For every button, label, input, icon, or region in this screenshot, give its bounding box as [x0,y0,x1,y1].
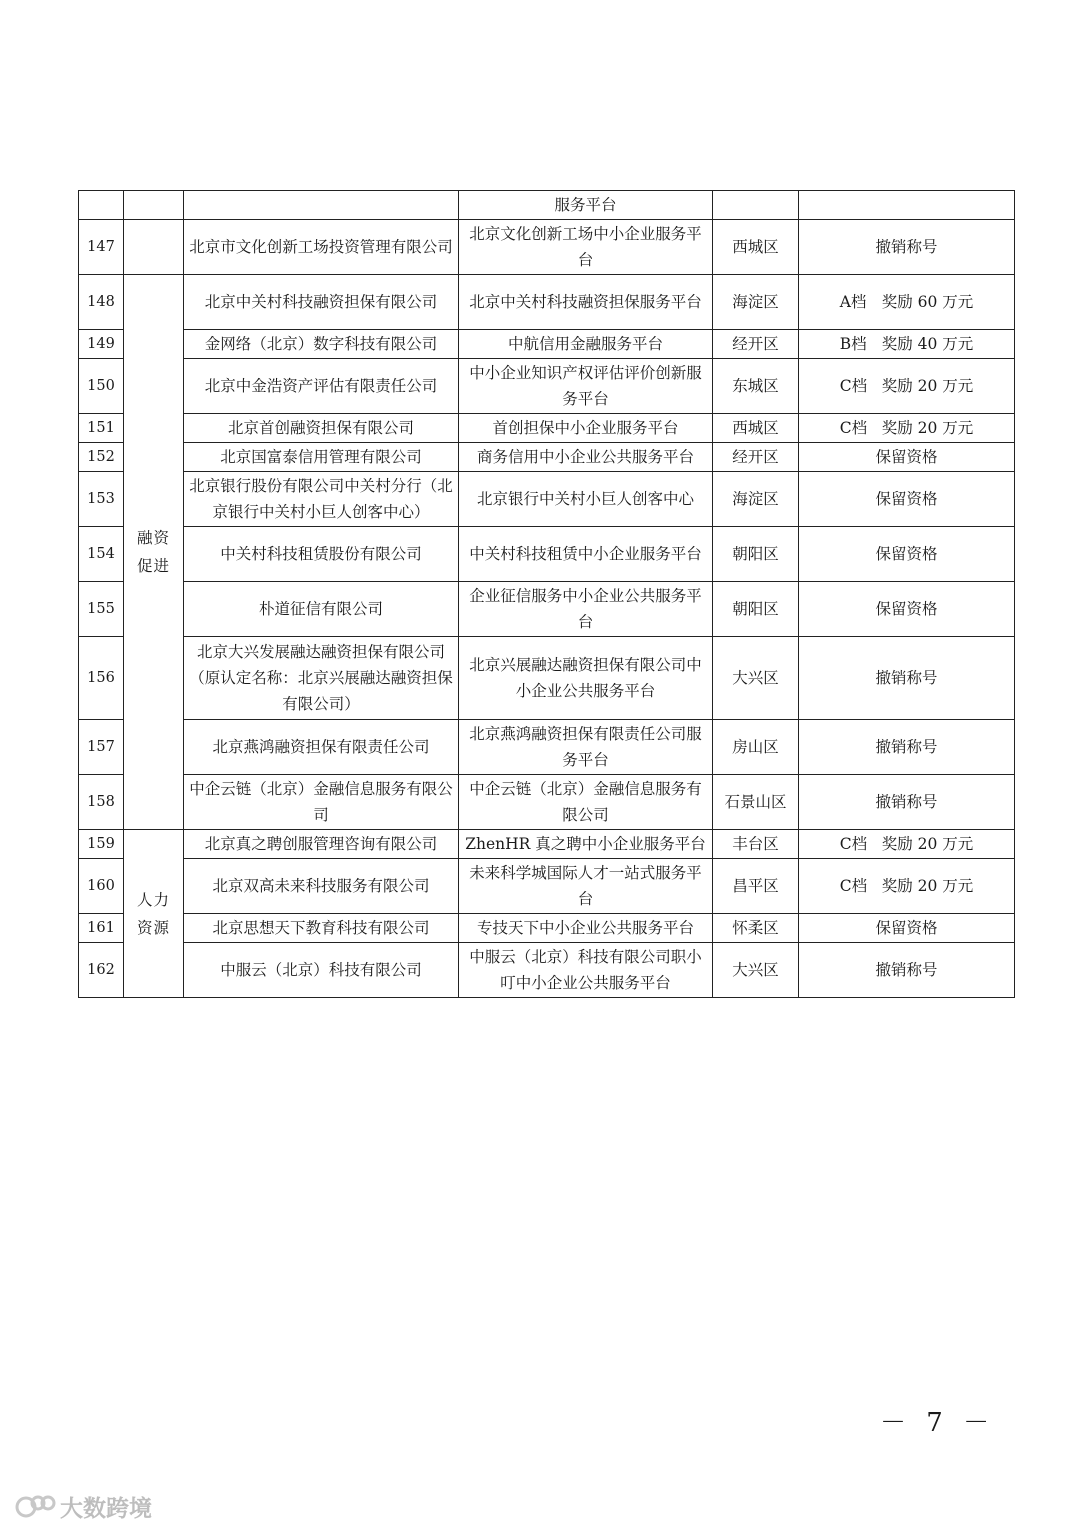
watermark [14,1490,152,1523]
result: 保留资格 [799,472,1015,527]
platform-name: 首创担保中小企业服务平台 [459,414,713,443]
district: 海淀区 [713,275,799,330]
result [799,330,1015,359]
table-row [79,191,1015,220]
company-name: 北京真之聘创服管理咨询有限公司 [184,830,459,859]
platform-name: 北京燕鸿融资担保有限责任公司服务平台 [459,720,713,775]
company-name: 中企云链（北京）金融信息服务有限公司 [184,775,459,830]
company-name: 北京双高未来科技服务有限公司 [184,859,459,914]
table-row [79,472,1015,527]
district: 怀柔区 [713,914,799,943]
category-finance: 融资促进 [124,275,184,830]
grade: B档 [839,335,867,353]
district: 石景山区 [713,775,799,830]
result: 保留资格 [799,527,1015,582]
company-name: 北京思想天下教育科技有限公司 [184,914,459,943]
company-name: 北京国富泰信用管理有限公司 [184,443,459,472]
row-number: 162 [79,943,124,998]
table-row [79,275,1015,330]
company-name: 北京银行股份有限公司中关村分行（北京银行中关村小巨人创客中心） [184,472,459,527]
platform-name: 未来科学城国际人才一站式服务平台 [459,859,713,914]
reward: 奖励 20 万元 [881,419,974,437]
row-number: 161 [79,914,124,943]
platform-name: 企业征信服务中小企业公共服务平台 [459,582,713,637]
result [799,859,1015,914]
row-number: 158 [79,775,124,830]
platform-name: 北京兴展融达融资担保有限公司中小企业公共服务平台 [459,637,713,720]
district: 海淀区 [713,472,799,527]
district: 朝阳区 [713,582,799,637]
table-row [79,443,1015,472]
grade: A档 [839,293,867,311]
table-row [79,582,1015,637]
platform-name: 中关村科技租赁中小企业服务平台 [459,527,713,582]
table-row [79,527,1015,582]
row-number: 152 [79,443,124,472]
table-row [79,914,1015,943]
reward: 奖励 40 万元 [881,335,974,353]
result: 撤销称号 [799,720,1015,775]
reward: 奖励 20 万元 [881,877,974,895]
result [799,830,1015,859]
company-name: 朴道征信有限公司 [184,582,459,637]
platform-name: 中航信用金融服务平台 [459,330,713,359]
result [799,359,1015,414]
table-row [79,859,1015,914]
company-name: 北京中关村科技融资担保有限公司 [184,275,459,330]
company-name: 北京首创融资担保有限公司 [184,414,459,443]
company-name: 北京燕鸿融资担保有限责任公司 [184,720,459,775]
platform-name: 北京中关村科技融资担保服务平台 [459,275,713,330]
platform-name: 商务信用中小企业公共服务平台 [459,443,713,472]
district: 丰台区 [713,830,799,859]
row-number: 148 [79,275,124,330]
table-row [79,775,1015,830]
award-table [78,190,1015,998]
row-number: 147 [79,220,124,275]
district: 大兴区 [713,637,799,720]
result [799,275,1015,330]
platform-name: ZhenHR 真之聘中小企业服务平台 [459,830,713,859]
row-number: 160 [79,859,124,914]
company-name: 中服云（北京）科技有限公司 [184,943,459,998]
result: 撤销称号 [799,943,1015,998]
district: 房山区 [713,720,799,775]
table-row [79,359,1015,414]
row-number: 155 [79,582,124,637]
district: 昌平区 [713,859,799,914]
table-row [79,720,1015,775]
grade: C档 [839,877,868,895]
platform-name: 北京文化创新工场中小企业服务平台 [459,220,713,275]
platform-name: 中企云链（北京）金融信息服务有限公司 [459,775,713,830]
company-name: 北京中金浩资产评估有限责任公司 [184,359,459,414]
row-number: 154 [79,527,124,582]
platform-name: 中小企业知识产权评估评价创新服务平台 [459,359,713,414]
result: 撤销称号 [799,220,1015,275]
platform-name: 中服云（北京）科技有限公司职小叮中小企业公共服务平台 [459,943,713,998]
grade: C档 [839,377,868,395]
result [799,191,1015,220]
company-name: 金网络（北京）数字科技有限公司 [184,330,459,359]
row-number: 149 [79,330,124,359]
district: 大兴区 [713,943,799,998]
district [713,191,799,220]
district: 西城区 [713,220,799,275]
row-number: 153 [79,472,124,527]
row-number [79,191,124,220]
category-cell [124,220,184,275]
logo-icon [14,1493,56,1521]
row-number: 151 [79,414,124,443]
result: 撤销称号 [799,637,1015,720]
page-number: － 7 － [880,1408,996,1438]
company-name [184,191,459,220]
district: 经开区 [713,443,799,472]
company-name: 中关村科技租赁股份有限公司 [184,527,459,582]
platform-name: 北京银行中关村小巨人创客中心 [459,472,713,527]
category-hr: 人力资源 [124,830,184,998]
grade: C档 [839,419,868,437]
table-row [79,330,1015,359]
reward: 奖励 20 万元 [881,377,974,395]
row-number: 157 [79,720,124,775]
grade: C档 [839,835,868,853]
reward: 奖励 20 万元 [881,835,974,853]
result: 保留资格 [799,443,1015,472]
row-number: 150 [79,359,124,414]
platform-name: 服务平台 [459,191,713,220]
result: 撤销称号 [799,775,1015,830]
table-row [79,637,1015,720]
table-row [79,943,1015,998]
result [799,414,1015,443]
district: 东城区 [713,359,799,414]
table-row [79,414,1015,443]
district: 经开区 [713,330,799,359]
district: 西城区 [713,414,799,443]
platform-name: 专技天下中小企业公共服务平台 [459,914,713,943]
table-row [79,220,1015,275]
result: 保留资格 [799,582,1015,637]
row-number: 156 [79,637,124,720]
reward: 奖励 60 万元 [881,293,974,311]
table-row [79,830,1015,859]
row-number: 159 [79,830,124,859]
watermark-text: 大数跨境 [60,1496,152,1522]
category-cell [124,191,184,220]
result: 保留资格 [799,914,1015,943]
company-name: 北京市文化创新工场投资管理有限公司 [184,220,459,275]
district: 朝阳区 [713,527,799,582]
company-name: 北京大兴发展融达融资担保有限公司（原认定名称：北京兴展融达融资担保有限公司） [184,637,459,720]
